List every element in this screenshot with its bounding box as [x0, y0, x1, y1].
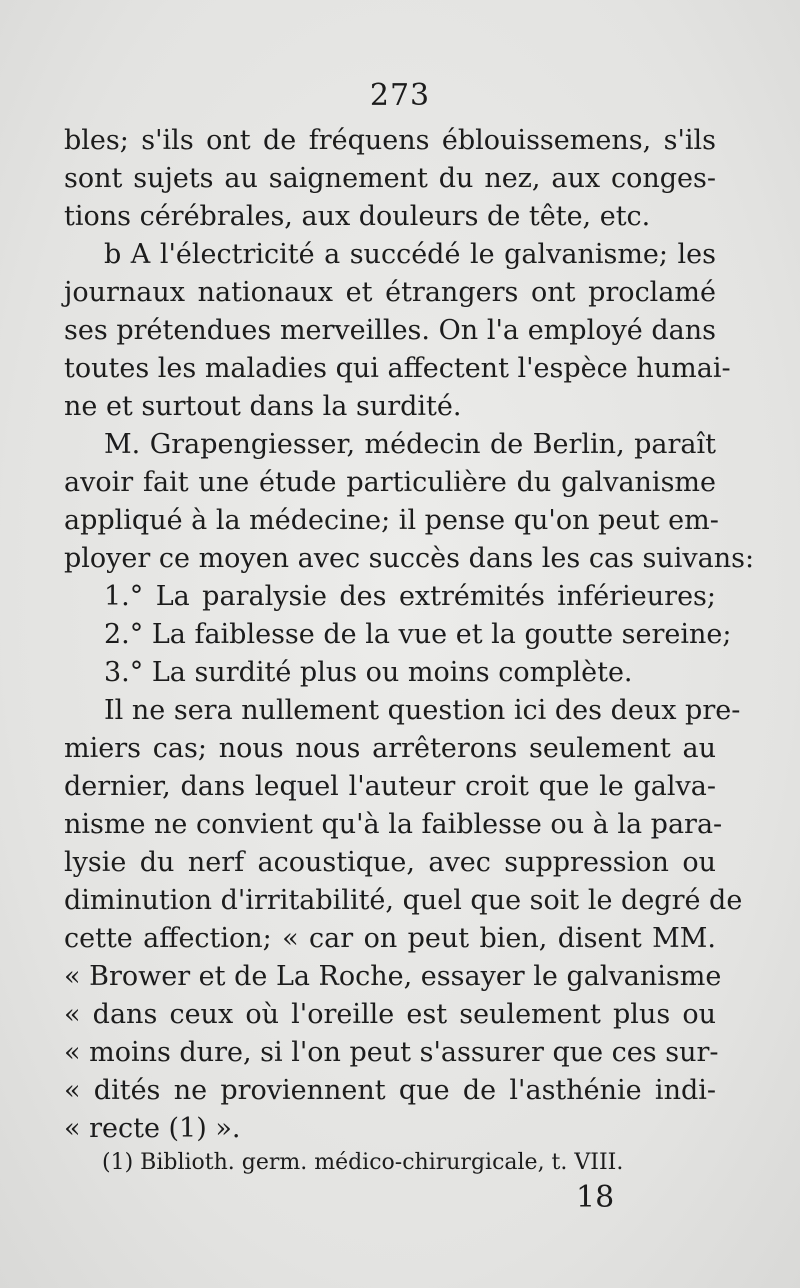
- text-line: bles; s'ils ont de fréquens éblouissemens, s'ils: [64, 125, 716, 156]
- quote-line: « Brower et de La Roche, essayer le galvanisme: [64, 961, 722, 992]
- text-line: tions cérébrales, aux douleurs de tête, etc.: [64, 201, 651, 232]
- text-line: appliqué à la médecine; il pense qu'on peut em-: [64, 505, 719, 536]
- page-number: 273: [369, 78, 431, 113]
- footnote: (1) Biblioth. germ. médico-chirurgicale, t. VIII.: [102, 1150, 624, 1175]
- text-line: lysie du nerf acoustique, avec suppression ou: [64, 847, 716, 878]
- quote-line: « dités ne proviennent que de l'asthénie indi-: [64, 1075, 716, 1106]
- quote-line: « recte (1) ».: [64, 1113, 241, 1144]
- text-line: avoir fait une étude particulière du galvanisme: [64, 467, 716, 498]
- text-line: ne et surtout dans la surdité.: [64, 391, 462, 422]
- text-line: sont sujets au saignement du nez, aux conges-: [64, 163, 716, 194]
- text-line: toutes les maladies qui affectent l'espèce humai-: [64, 353, 731, 384]
- text-line: Il ne sera nullement question ici des deux pre-: [104, 695, 741, 726]
- text-line: ployer ce moyen avec succès dans les cas suivans:: [64, 543, 755, 574]
- text-line: miers cas; nous nous arrêterons seulement au: [64, 733, 716, 764]
- list-item: 2.° La faiblesse de la vue et la goutte sereine;: [104, 619, 732, 650]
- text-line: nisme ne convient qu'à la faiblesse ou à la para-: [64, 809, 723, 840]
- text-line: dernier, dans lequel l'auteur croit que le galva-: [64, 771, 716, 802]
- text-line: diminution d'irritabilité, quel que soit le degré de: [64, 885, 743, 916]
- text-line: b A l'électricité a succédé le galvanisme; les: [104, 239, 716, 270]
- text-line: ses prétendues merveilles. On l'a employé dans: [64, 315, 716, 346]
- quote-line: « moins dure, si l'on peut s'assurer que ces sur-: [64, 1037, 719, 1068]
- text-line: cette affection; « car on peut bien, disent MM.: [64, 923, 716, 954]
- text-line: M. Grapengiesser, médecin de Berlin, paraît: [104, 429, 716, 460]
- list-item: 1.° La paralysie des extrémités inférieures;: [104, 581, 716, 612]
- text-line: journaux nationaux et étrangers ont proclamé: [64, 277, 716, 308]
- signature-mark: 18: [576, 1180, 615, 1215]
- body-text: [64, 122, 755, 1148]
- list-item: 3.° La surdité plus ou moins complète.: [104, 657, 633, 688]
- quote-line: « dans ceux où l'oreille est seulement plus ou: [64, 999, 716, 1030]
